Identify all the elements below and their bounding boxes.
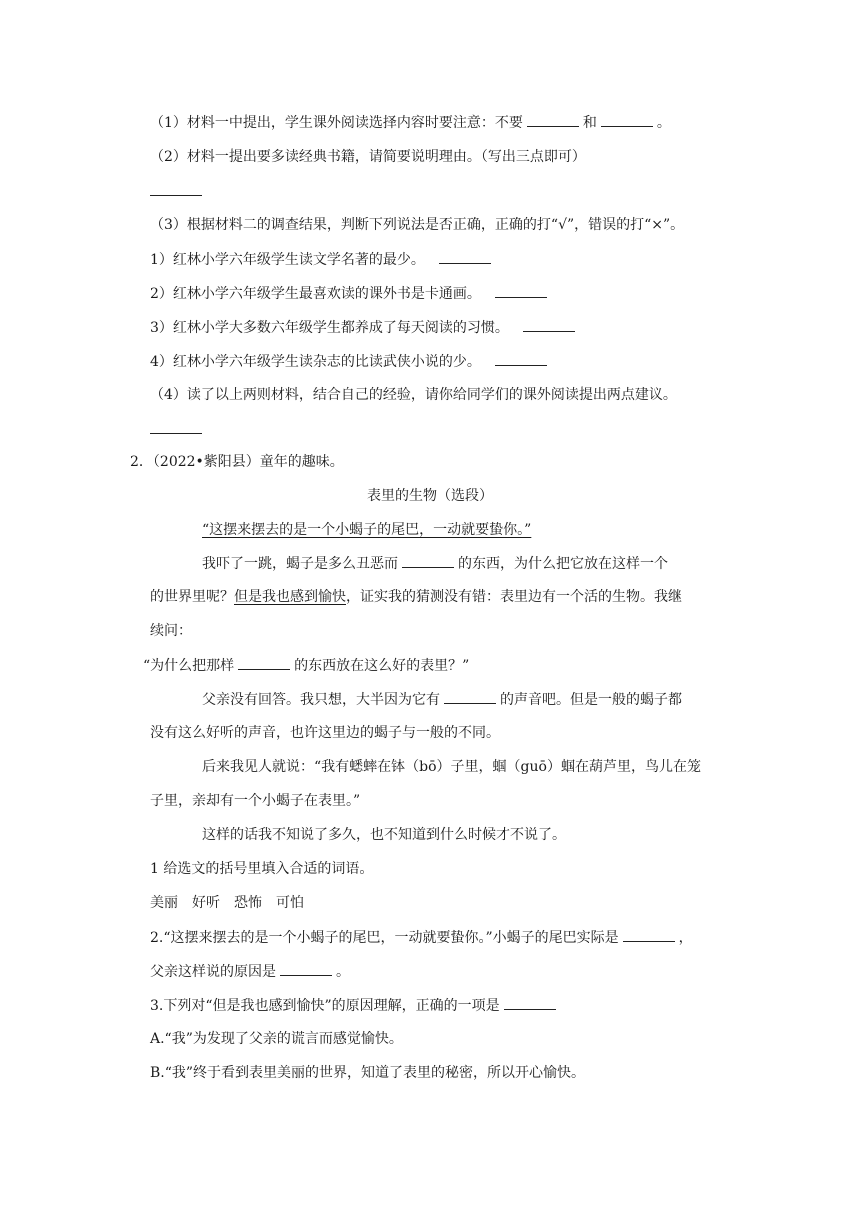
q1-sub3: （3）根据材料二的调查结果，判断下列说法是否正确，正确的打“√”，错误的打“×”。 — [150, 217, 685, 233]
passage-p4-line1: 后来我见人就说：“我有蟋蟀在钵（bō）子里，蝈（guō）蝈在葫芦里，鸟儿在笼 — [202, 759, 701, 775]
task-text: 3.下列对“但是我也感到愉快”的原因理解，正确的一项是 — [150, 998, 500, 1014]
answer-blank[interactable] — [280, 961, 332, 976]
passage-text: “为什么把那样 — [143, 658, 235, 674]
passage-text: 父亲没有回答。我只想，大半因为它有 — [202, 692, 440, 708]
passage-text: 的世界里呢？ — [150, 589, 234, 605]
answer-blank[interactable] — [495, 283, 547, 298]
q1-item-1 — [150, 249, 495, 270]
task-text: 父亲这样说的原因是 — [150, 964, 276, 980]
q1-sub4-answer-line — [150, 419, 206, 440]
q1-item-text: 1）红林小学六年级学生读文学名著的最少。 — [150, 252, 425, 268]
option-b[interactable]: B.“我”终于看到表里美丽的世界，知道了表里的秘密，所以开心愉快。 — [150, 1065, 586, 1081]
passage-text: 的东西放在这么好的表里？” — [294, 658, 470, 674]
answer-blank[interactable] — [527, 112, 579, 127]
answer-blank[interactable] — [150, 181, 202, 196]
underlined-phrase: 但是我也感到愉快 — [234, 589, 346, 605]
q1-item-text: 4）红林小学六年级学生读杂志的比读武侠小说的少。 — [150, 354, 481, 370]
passage-quote: “这摆来摆去的是一个小蝎子的尾巴，一动就要蛰你。” — [202, 522, 532, 538]
q1-item-3 — [150, 317, 579, 338]
q1-sub2: （2）材料一提出要多读经典书籍，请简要说明理由。（写出三点即可） — [150, 149, 586, 165]
option-a[interactable]: A.“我”为发现了父亲的谎言而感觉愉快。 — [150, 1031, 403, 1047]
q1-sub4: （4）读了以上两则材料，结合自己的经验，请你给同学们的课外阅读提出两点建议。 — [150, 387, 677, 403]
passage-text: 的声音吧。但是一般的蝎子都 — [500, 692, 682, 708]
answer-blank[interactable] — [495, 351, 547, 366]
answer-blank[interactable] — [623, 927, 675, 942]
q2-header: 2．（2022•紫阳县）童年的趣味。 — [130, 454, 344, 470]
task-2-line2 — [150, 961, 350, 982]
q1-item-text: 3）红林小学大多数六年级学生都养成了每天阅读的习惯。 — [150, 320, 509, 336]
word-bank: 美丽 好听 恐怖 可怕 — [150, 895, 304, 911]
passage-text: 的东西，为什么把它放在这样一个 — [458, 556, 668, 572]
q1-sub1 — [150, 112, 671, 133]
passage-p3-line1 — [202, 689, 682, 710]
answer-blank[interactable] — [150, 419, 202, 434]
answer-blank[interactable] — [402, 553, 454, 568]
q1-item-text: 2）红林小学六年级学生最喜欢读的课外书是卡通画。 — [150, 286, 481, 302]
answer-blank[interactable] — [523, 317, 575, 332]
task-2-line1 — [150, 927, 693, 948]
q1-sub1-end: 。 — [656, 115, 671, 131]
task-3 — [150, 995, 560, 1016]
q1-item-4 — [150, 351, 551, 372]
q1-sub1-text: （1）材料一中提出，学生课外阅读选择内容时要注意：不要 — [150, 115, 523, 131]
answer-blank[interactable] — [444, 689, 496, 704]
task-text: ， — [678, 930, 693, 946]
q1-item-2 — [150, 283, 551, 304]
task-text: 2.“这摆来摆去的是一个小蝎子的尾巴，一动就要蛰你。”小蝎子的尾巴实际是 — [150, 930, 619, 946]
task-text: 。 — [336, 964, 350, 980]
passage-p5: 这样的话我不知说了多久，也不知道到什么时候才不说了。 — [202, 827, 566, 843]
q1-sub2-answer-line — [150, 181, 206, 202]
passage-text: 我吓了一跳，蝎子是多么丑恶而 — [202, 556, 398, 572]
answer-blank[interactable] — [504, 995, 556, 1010]
passage-p1-line2 — [150, 587, 682, 607]
passage-p1-line3: 续问： — [150, 623, 192, 639]
passage-text: ，证实我的猜测没有错：表里边有一个活的生物。我继 — [346, 589, 682, 605]
passage-p3-line2: 没有这么好听的声音，也许这里边的蝎子与一般的不同。 — [150, 725, 500, 741]
passage-p2 — [143, 655, 469, 676]
answer-blank[interactable] — [238, 655, 290, 670]
passage-p1-line1 — [202, 553, 668, 574]
passage-p4-line2: 子里，亲却有一个小蝎子在表里。” — [150, 793, 361, 809]
q1-sub1-and: 和 — [582, 115, 597, 131]
task-1: 1 给选文的括号里填入合适的词语。 — [150, 861, 374, 877]
passage-title: 表里的生物（选段） — [367, 488, 493, 504]
answer-blank[interactable] — [439, 249, 491, 264]
answer-blank[interactable] — [601, 112, 653, 127]
